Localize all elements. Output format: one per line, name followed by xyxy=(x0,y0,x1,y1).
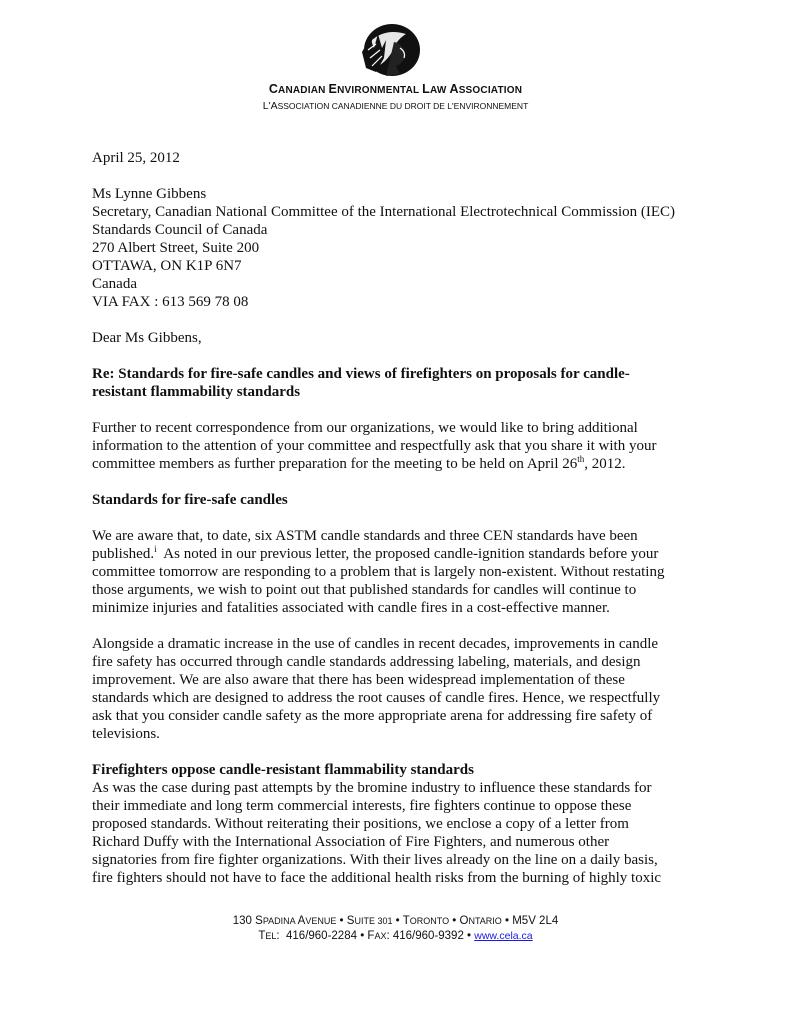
footnote-marker[interactable]: i xyxy=(154,544,157,554)
website-link[interactable]: www.cela.ca xyxy=(474,930,533,942)
footer-address: 130 SPADINA AVENUE • SUITE 301 • TORONTO • ONTARIO • M5V 2L4 xyxy=(232,915,559,927)
footer-fax: : 416/960-9392 xyxy=(386,930,464,942)
paragraph-candle-safety: Alongside a dramatic increase in the use of candles in recent decades, improvements in candle fire safety has occurred through candle standards addressing labeling, materials, and design improvement. We are also aware that there has been widespread implementation of these standards which are designed to address the root causes of candle fires. Hence, we respectfully ask that you consider candle safety as the more appropriate arena for addressing fire safety of televisions. xyxy=(92,636,661,742)
salutation: Dear Ms Gibbens, xyxy=(92,330,202,346)
paragraph-standards-published: We are aware that, to date, six ASTM candle standards and three CEN standards have been published.$^i$ As noted in our previous letter, the proposed candle-ignition standards before your committee tomorrow are responding to a problem that is largely non-existent. Without restating those arguments, we wish to point out that published standards for candles will continue to minimize injuries and fatalities associated with candle fires in a cost-effective manner. xyxy=(92,528,665,616)
cela-emblem-icon xyxy=(356,22,424,80)
recipient-title: Secretary, Canadian National Committee of the International Electrotechnical Commission (IEC) xyxy=(92,204,676,220)
footer-contact: TEL: 416/960-2284 • FAX: 416/960-9392 • www.cela.ca xyxy=(258,930,533,942)
section-heading-firefighters-oppose: Firefighters oppose candle-resistant flammability standards xyxy=(92,762,474,778)
paragraph-firefighters: As was the case during past attempts by the bromine industry to influence these standards for their immediate and long term commercial interests, fire fighters continue to oppose these proposed standards. Without reiterating their positions, we enclose a copy of a letter from Richard Duffy with the International Association of Fire Fighters, and numerous other signatories from fire fighter organizations. With their lives already on the line on a daily basis, fire fighters should not have to face the additional health risks from the burning of highly toxic xyxy=(92,780,662,886)
footer-phone: : 416/960-2284 xyxy=(276,930,357,942)
recipient-country: Canada xyxy=(92,276,137,292)
recipient-name: Ms Lynne Gibbens xyxy=(92,186,207,202)
recipient-city: OTTAWA, ON K1P 6N7 xyxy=(92,258,242,274)
recipient-address xyxy=(92,185,712,311)
org-name-en: CANADIAN ENVIRONMENTAL LAW ASSOCIATION xyxy=(268,82,523,96)
org-name-fr: L'ASSOCIATION CANADIENNE DU DROIT DE L'ENVIRONNEMENT xyxy=(262,100,529,112)
recipient-fax: VIA FAX : 613 569 78 08 xyxy=(92,294,249,310)
subject-line: Re: Standards for fire-safe candles and views of firefighters on proposals for candle- resistant flammability standards xyxy=(92,366,630,400)
intro-paragraph: Further to recent correspondence from our organizations, we would like to bring additional information to the attention of your committee and respectfully ask that you share it with your committee members as further preparation for the meeting to be held on April 26th, 2012. xyxy=(92,420,657,472)
letter-date: April 25, 2012 xyxy=(92,150,180,166)
recipient-organization: Standards Council of Canada xyxy=(92,222,268,238)
section-heading-fire-safe-candles: Standards for fire-safe candles xyxy=(92,492,288,508)
recipient-street: 270 Albert Street, Suite 200 xyxy=(92,240,260,256)
letter-body xyxy=(92,149,712,887)
